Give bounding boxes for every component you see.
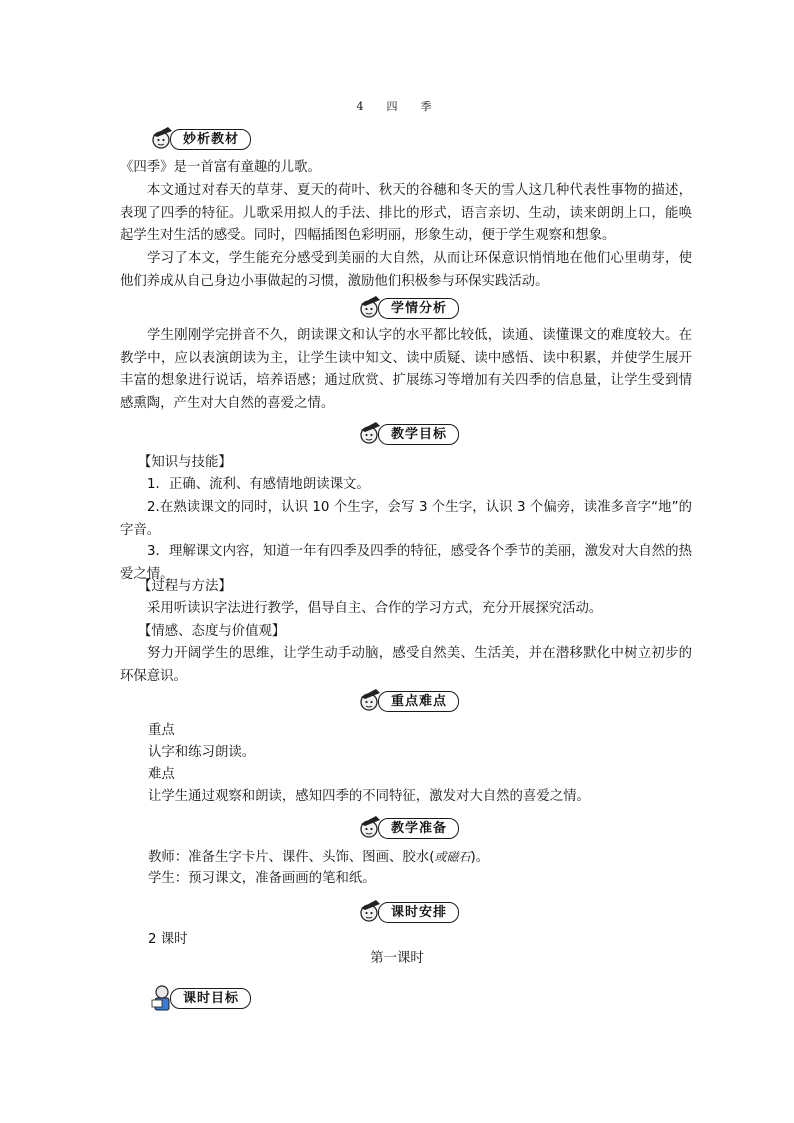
analysis-p3: 学习了本文，学生能充分感受到美丽的大自然，从而让环保意识悄悄地在他们心里萌芽，使他们养成从自己身边小事做起的习惯，激励他们积极参与环保实践活动。 [120, 251, 692, 289]
prep-teacher-note: 或磁石 [434, 850, 471, 864]
key-point-label: 重点 [148, 723, 175, 738]
goals-e1: 努力开阔学生的思维，让学生动手动脑，感受自然美、生活美，并在潜移默化中树立初步的环保意识。 [120, 646, 692, 684]
section-title-key: 重点难点 [378, 691, 459, 712]
section-title-analysis: 妙析教材 [170, 129, 251, 150]
analysis-p1: 《四季》是一首富有童趣的儿歌。 [120, 160, 321, 175]
difficulty-text: 让学生通过观察和朗读，感知四季的不同特征，激发对大自然的喜爱之情。 [148, 789, 590, 804]
prep-teacher [148, 846, 489, 870]
difficulty-label: 难点 [148, 767, 175, 782]
goals-knowledge-label: 【知识与技能】 [138, 455, 232, 470]
prep-student: 学生：预习课文，准备画画的笔和纸。 [148, 871, 376, 886]
goals-k2: 2.在熟读课文的同时，认识 10 个生字，会写 3 个生字，认识 3 个偏旁，读准多音字“地”的字音。 [120, 500, 692, 538]
lesson-title: 4 四 季 [356, 100, 438, 113]
section-title-prep: 教学准备 [378, 818, 459, 839]
goals-m1: 采用听读识字法进行教学，倡导自主、合作的学习方式，充分开展探究活动。 [147, 601, 603, 616]
analysis-p2: 本文通过对春天的草芽、夏天的荷叶、秋天的谷穗和冬天的雪人这几种代表性事物的描述，表现了四季的特征。儿歌采用拟人的手法、排比的形式，语言亲切、生动，读来朗朗上口，能唤起学生对生活的感受。同时，四幅插图色彩明丽，形象生动，便于学生观察和想象。 [120, 183, 692, 244]
situation-p1: 学生刚刚学完拼音不久，朗读课文和认字的水平都比较低，读通、读懂课文的难度较大。在教学中，应以表演朗读为主，让学生读中知文、读中质疑、读中感悟、读中积累，并使学生展开丰富的想象进行说话，培养语感；通过欣赏、扩展练习等增加有关四季的信息量，让学生受到情感熏陶，产生对大自然的喜爱之情。 [120, 328, 692, 412]
first-lesson-title: 第一课时 [370, 951, 424, 966]
goals-k1: 1．正确、流利、有感情地朗读课文。 [147, 477, 370, 492]
goals-k3: 3．理解课文内容，知道一年有四季及四季的特征，感受各个季节的美丽，激发对大自然的热爱之情。 [120, 544, 692, 582]
key-point-text: 认字和练习朗读。 [148, 745, 256, 760]
goals-method-label: 【过程与方法】 [138, 579, 232, 594]
section-title-lesson-goals: 课时目标 [170, 988, 251, 1009]
section-title-situation: 学情分析 [378, 298, 459, 319]
section-title-schedule: 课时安排 [378, 902, 459, 923]
prep-teacher-end: )。 [470, 850, 490, 865]
schedule-hours: 2 课时 [148, 932, 188, 947]
goals-emotion-label: 【情感、态度与价值观】 [138, 624, 286, 639]
section-title-goals: 教学目标 [378, 424, 459, 445]
prep-teacher-text: 教师：准备生字卡片、课件、头饰、图画、胶水( [148, 850, 435, 865]
